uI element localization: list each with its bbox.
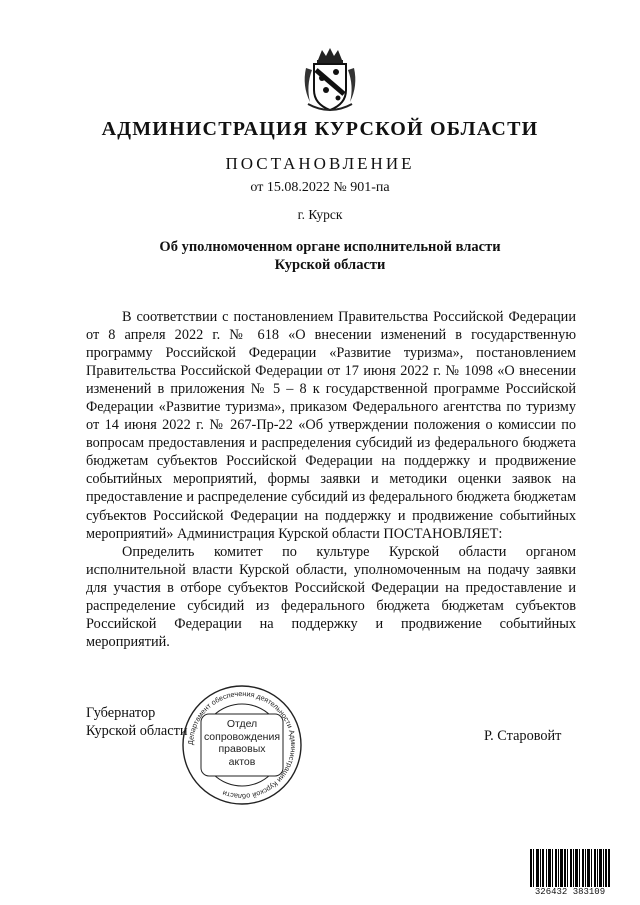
document-body: [86, 308, 576, 651]
signatory-name: Р. Старовойт: [484, 728, 562, 744]
stamp-line-1: Отдел: [226, 718, 258, 730]
barcode-number: 326432 383109: [529, 887, 611, 898]
body-paragraph-2: Определить комитет по культуре Курской области органом исполнительной власти Курской области, уполномоченным на подачу заявки для участия в отборе субъектов Российской Федерации на предоставление и распределение субсидий из федерального бюджета бюджетам субъектов Российской Федерации на поддержку и продвижение событийных мероприятий.: [86, 543, 576, 650]
subject-line-2: Курской области: [274, 257, 386, 273]
document-city: г. Курск: [297, 207, 343, 222]
document-type: ПОСТАНОВЛЕНИЕ: [225, 154, 415, 173]
signatory-position-line-2: Курской области: [86, 723, 188, 739]
stamp-line-3: правовых: [218, 743, 266, 755]
stamp-center-text: [181, 718, 303, 768]
stamp-ring-text: Департамент обеспечения деятельности Администрации Курской области: [185, 688, 299, 802]
stamp-line-2: сопровождения: [203, 730, 281, 743]
document-date-number: от 15.08.2022 № 901-па: [250, 180, 390, 195]
document-subject: [120, 238, 540, 274]
organization-title: АДМИНИСТРАЦИЯ КУРСКОЙ ОБЛАСТИ: [101, 118, 539, 140]
subject-line-1: Об уполномоченном органе исполнительной власти: [159, 239, 501, 255]
signatory-position: [86, 704, 188, 740]
body-paragraph-1: В соответствии с постановлением Правительства Российской Федерации от 8 апреля 2022 г. № 618 «О внесении изменений в государственную программу Российской Федерации «Развитие туризма», постановлением Правительства Российской Федерации от 17 июня 2022 г. № 1098 «О внесении изменений в приложения № 5 – 8 к государственной программе Российской Федерации «Развитие туризма», приказом Федерального агентства по туризму от 14 июня 2022 г. № 267-Пр-22 «Об утверждении положения о комиссии по вопросам предоставления и распределения субсидий из федерального бюджета бюджетам субъектов Российской Федерации на поддержку и продвижение событийных мероприятий, формы заявки и методики оценки заявок на предоставление и распределение субсидий из федерального бюджета бюджетам субъектов Российской Федерации на поддержку и продвижение событийных мероприятий» Администрация Курской области ПОСТАНОВЛЯЕТ:: [86, 309, 576, 542]
signatory-position-line-1: Губернатор: [86, 705, 156, 721]
coat-of-arms-icon: [302, 46, 358, 112]
stamp-line-4: актов: [228, 755, 256, 768]
